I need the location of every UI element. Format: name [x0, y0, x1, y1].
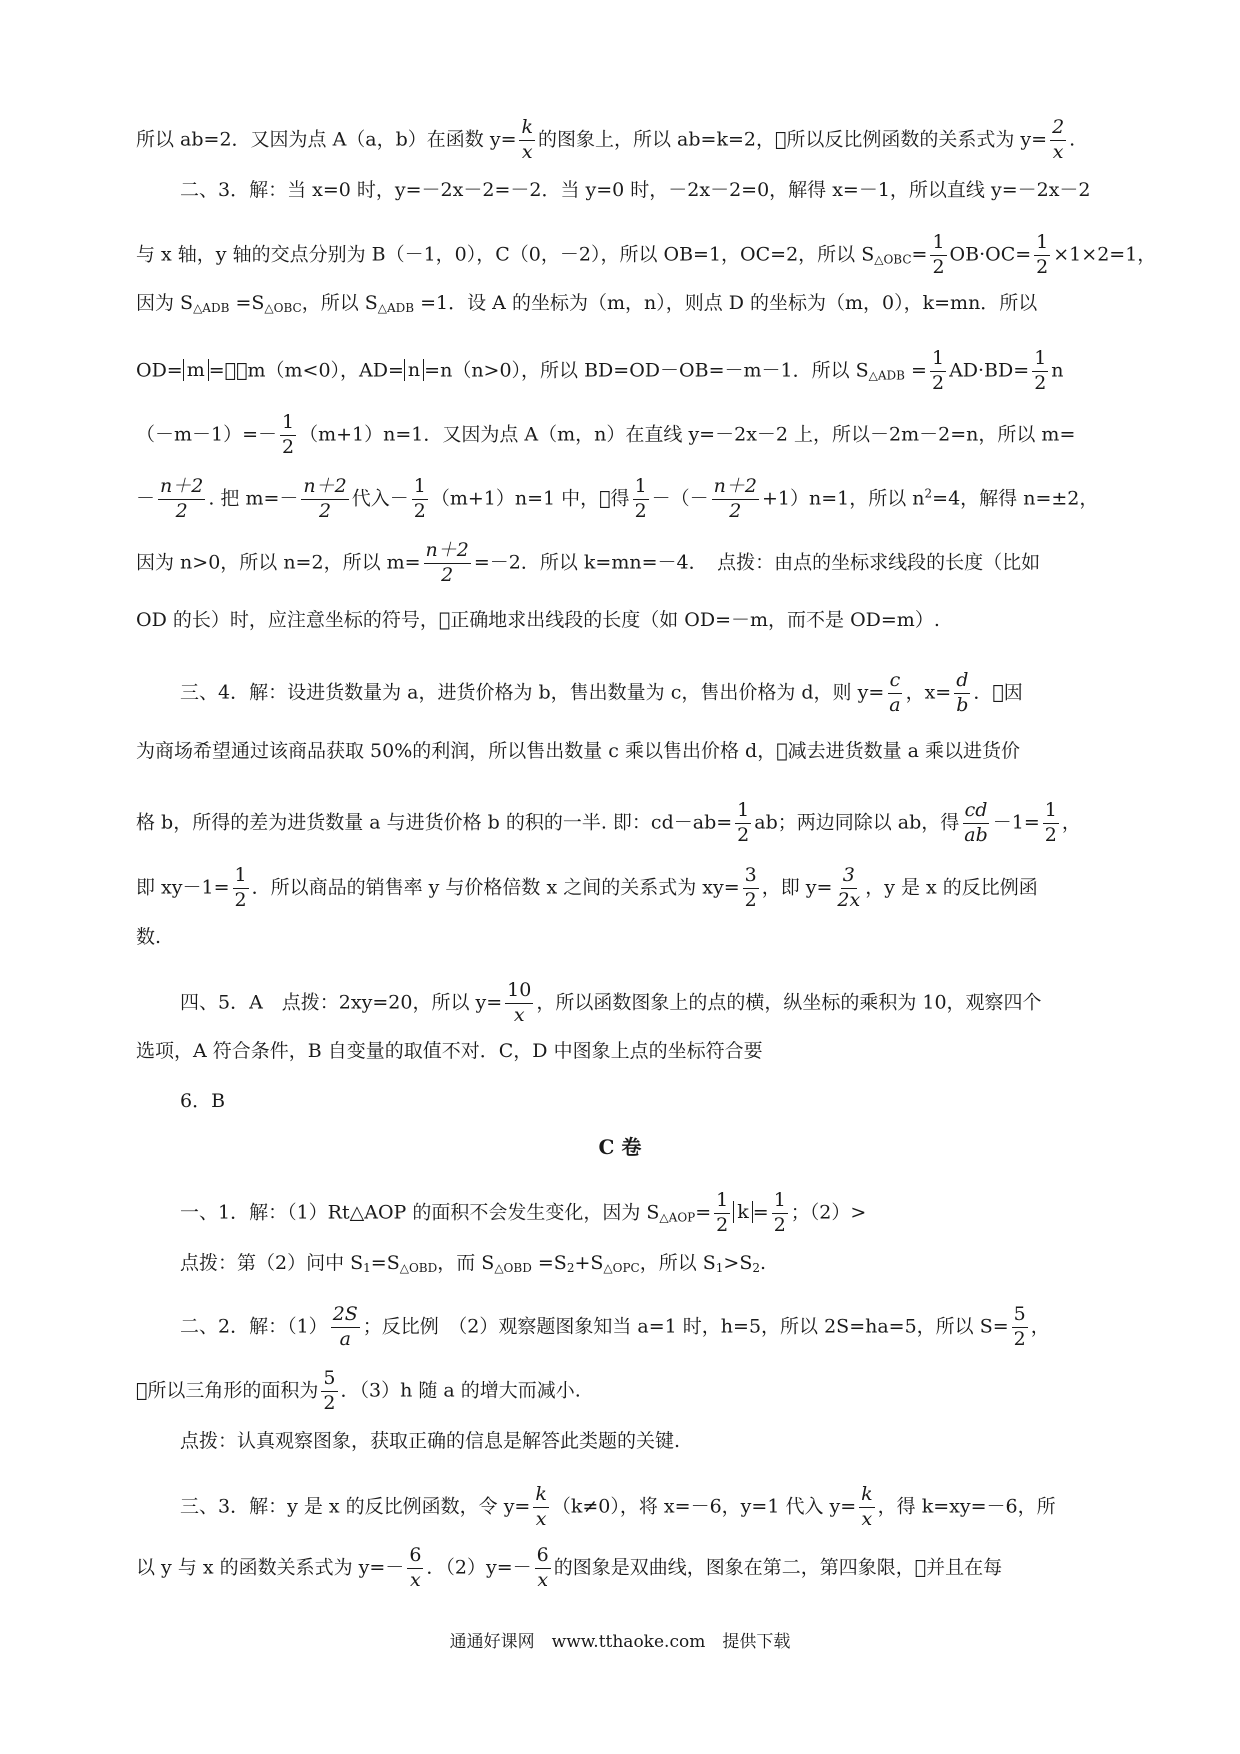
- denominator: x: [1052, 140, 1064, 163]
- text: =4，解得 n=±2，: [932, 487, 1099, 510]
- fraction: [412, 476, 428, 523]
- answer-line: [180, 670, 1023, 717]
- denominator: a: [339, 1327, 351, 1350]
- text: = －m（m<0），AD=: [208, 359, 404, 382]
- numerator: 1: [233, 865, 249, 889]
- denominator: 2: [413, 499, 426, 522]
- subscript: △OPC: [603, 1261, 640, 1275]
- numerator: 1: [1043, 800, 1059, 824]
- text: ，即 y=: [761, 876, 833, 899]
- text: +1）n=1，所以 n: [762, 487, 925, 510]
- subscript: 1: [715, 1261, 724, 1275]
- text: AD·BD=: [949, 359, 1030, 382]
- text: =: [911, 243, 928, 266]
- text: =: [752, 1201, 769, 1224]
- fraction: [407, 1545, 423, 1592]
- denominator: x: [537, 1568, 549, 1591]
- numerator: 1: [714, 1190, 730, 1214]
- denominator: a: [889, 693, 901, 716]
- text: （m+1）n=1 中， 得: [430, 487, 630, 510]
- text: （k≠0），将 x=－6，y=1 代入 y=: [551, 1495, 857, 1518]
- text: OD=: [136, 359, 183, 382]
- answer-line: [180, 1248, 766, 1283]
- text: ，: [1061, 811, 1081, 834]
- denominator: 2: [773, 1213, 786, 1236]
- answer-line: [136, 476, 1098, 523]
- text: =: [905, 359, 927, 382]
- subscript: △OBD: [399, 1261, 438, 1275]
- text: =S: [531, 1252, 567, 1274]
- answer-line: [180, 980, 1042, 1027]
- answer-line: [180, 1304, 1050, 1351]
- text: >S: [723, 1252, 753, 1274]
- numerator: n＋2: [712, 476, 759, 500]
- text: =S: [229, 292, 265, 314]
- denominator: 2: [323, 1391, 336, 1414]
- fraction: [1043, 800, 1059, 847]
- answer-line: OD 的长）时，应注意坐标的符号， 正确地求出线段的长度（如 OD=－m，而不是 OD=m）.: [136, 609, 940, 631]
- text: =: [695, 1201, 712, 1224]
- text: 三、3．解：y 是 x 的反比例函数，令 y=: [180, 1495, 531, 1518]
- fraction: [835, 865, 862, 912]
- fraction: [519, 117, 535, 164]
- subscript: 1: [363, 1261, 371, 1275]
- answer-line: 二、3．解：当 x=0 时，y=－2x－2=－2．当 y=0 时，－2x－2=0，解得 x=－1，所以直线 y=－2x－2: [180, 179, 1091, 201]
- fraction: [859, 1484, 875, 1531]
- numerator: 1: [1034, 232, 1050, 256]
- text: =－2．所以 k=mn=－4． 点拨：由点的坐标求线段的长度（比如: [473, 551, 1041, 574]
- text: ；反比例 （2）观察题图象知当 a=1 时，h=5，所以 2S=ha=5，所以 S=: [362, 1315, 1009, 1338]
- fraction: [743, 865, 759, 912]
- denominator: 2: [931, 371, 945, 394]
- fraction: [233, 865, 249, 912]
- subscript: △ADB: [377, 301, 415, 315]
- denominator: 2: [175, 499, 188, 522]
- text: 格 b，所得的差为进货数量 a 与进货价格 b 的积的一半. 即：cd－ab=: [136, 811, 733, 834]
- text: 一、1．解：（1）Rt△AOP 的面积不会发生变化，因为 S: [180, 1201, 660, 1224]
- page-footer: 通通好课网 www.tthaoke.com 提供下载: [449, 1632, 791, 1652]
- fraction: [772, 1190, 788, 1237]
- fraction: [1050, 117, 1066, 164]
- text: =1．设 A 的坐标为（m，n），则点 D 的坐标为（m，0），k=mn．所以: [414, 292, 1038, 314]
- denominator: 2: [1034, 371, 1047, 394]
- fraction: [158, 476, 205, 523]
- answer-line: 选项，A 符合条件，B 自变量的取值不对．C，D 中图象上点的坐标符合要: [136, 1040, 763, 1062]
- text: .: [1069, 128, 1076, 151]
- fraction: [887, 670, 902, 717]
- fraction: [712, 476, 759, 523]
- text: =S: [370, 1252, 400, 1274]
- numerator: 1: [633, 476, 649, 500]
- fraction: [1012, 1304, 1028, 1351]
- denominator: ab: [964, 823, 988, 846]
- text: ，x=: [905, 681, 952, 704]
- text: 因为 S: [136, 292, 194, 314]
- text: ．所以商品的销售率 y 与价格倍数 x 之间的关系式为 xy=: [251, 876, 740, 899]
- subscript: △ADB: [868, 368, 905, 383]
- answer-line: [136, 288, 1037, 323]
- text: －: [136, 487, 156, 510]
- fraction: [962, 800, 990, 847]
- numerator: cd: [963, 800, 990, 824]
- absolute-value: n: [404, 359, 424, 381]
- numerator: n＋2: [158, 476, 205, 500]
- answer-line: [136, 540, 1040, 587]
- denominator: 2: [932, 255, 945, 278]
- answer-line: [180, 1484, 1056, 1531]
- fraction: [930, 348, 946, 395]
- numerator: k: [859, 1484, 875, 1508]
- answer-line: [136, 865, 1038, 912]
- numerator: 1: [412, 476, 428, 500]
- answer-line: [136, 800, 1081, 847]
- text: ，所以 S: [639, 1252, 716, 1274]
- answer-line: 6．B: [180, 1090, 226, 1112]
- denominator: 2: [634, 499, 647, 522]
- numerator: 6: [407, 1545, 423, 1569]
- numerator: 2: [1050, 117, 1066, 141]
- text: ×1×2=1，: [1053, 243, 1157, 266]
- numerator: 1: [735, 800, 751, 824]
- absolute-value: k: [733, 1201, 753, 1223]
- subscript: △OBC: [874, 252, 912, 267]
- numerator: 1: [772, 1190, 788, 1214]
- numerator: 5: [321, 1368, 337, 1392]
- fraction: [1032, 348, 1048, 395]
- text:  所以三角形的面积为: [136, 1379, 319, 1402]
- numerator: 3: [841, 865, 857, 889]
- denominator: 2: [744, 888, 757, 911]
- denominator: 2: [729, 499, 742, 522]
- numerator: 6: [535, 1545, 551, 1569]
- text: n: [1051, 359, 1064, 382]
- answer-line: [136, 1368, 581, 1415]
- text: ． 因: [973, 681, 1023, 704]
- subscript: 2: [752, 1261, 760, 1275]
- text: ，所以函数图象上的点的横，纵坐标的乘积为 10，观察四个: [536, 991, 1042, 1014]
- denominator: 2: [1013, 1327, 1026, 1350]
- text: ，所以 S: [301, 292, 378, 314]
- denominator: 2: [319, 499, 332, 522]
- fraction: [321, 1368, 337, 1415]
- fraction: [535, 1545, 551, 1592]
- subscript: △OBC: [264, 301, 302, 315]
- text: 即 xy－1=: [136, 876, 230, 899]
- numerator: c: [888, 670, 903, 694]
- fraction: [280, 412, 296, 459]
- fraction: [533, 1484, 549, 1531]
- denominator: x: [513, 1003, 525, 1026]
- superscript: 2: [924, 486, 933, 501]
- numerator: k: [519, 117, 535, 141]
- denominator: 2: [1036, 255, 1049, 278]
- numerator: 1: [280, 412, 296, 436]
- text: 四、5．A 点拨：2xy=20，所以 y=: [180, 991, 503, 1014]
- denominator: x: [521, 140, 533, 163]
- text: ，: [1030, 1315, 1050, 1338]
- text: .: [760, 1252, 767, 1274]
- subscript: △ADB: [193, 301, 230, 315]
- text: 点拨：第（2）问中 S: [180, 1252, 364, 1274]
- text: 的图象是双曲线，图象在第二，第四象限， 并且在每: [553, 1556, 1003, 1579]
- fraction: [714, 1190, 730, 1237]
- text: （－m－1）=－: [136, 423, 278, 446]
- absolute-value: m: [183, 359, 209, 381]
- numerator: 1: [930, 348, 946, 372]
- answer-line: 数.: [136, 926, 162, 948]
- text: 因为 n>0，所以 n=2，所以 m=: [136, 551, 421, 574]
- text: 的图象上，所以 ab=k=2， 所以反比例函数的关系式为 y=: [538, 128, 1048, 151]
- text: ．（3）h 随 a 的增大而减小.: [340, 1379, 581, 1402]
- section-heading: C 卷: [598, 1135, 642, 1159]
- text: OB·OC=: [949, 243, 1032, 266]
- subscript: 2: [566, 1261, 575, 1275]
- denominator: 2: [441, 563, 454, 586]
- text: 所以 ab=2．又因为点 A（a，b）在函数 y=: [136, 128, 517, 151]
- numerator: 10: [505, 980, 533, 1004]
- fraction: [505, 980, 533, 1027]
- denominator: x: [861, 1507, 873, 1530]
- numerator: 3: [743, 865, 759, 889]
- denominator: x: [535, 1507, 547, 1530]
- fraction: [301, 476, 348, 523]
- answer-line: [136, 232, 1156, 279]
- denominator: b: [956, 693, 969, 716]
- text: －1=: [992, 811, 1040, 834]
- denominator: 2: [282, 435, 295, 458]
- numerator: 1: [1032, 348, 1048, 372]
- text: 与 x 轴，y 轴的交点分别为 B（－1，0），C（0，－2），所以 OB=1，OC=2，所以 S: [136, 243, 875, 266]
- answer-line: 为商场希望通过该商品获取 50%的利润，所以售出数量 c 乘以售出价格 d， 减去进货数量 a 乘以进货价: [136, 740, 1021, 762]
- fraction: [424, 540, 471, 587]
- text: =n（n>0），所以 BD=OD－OB=－m－1．所以 S: [424, 359, 869, 382]
- numerator: n＋2: [301, 476, 348, 500]
- fraction: [331, 1304, 360, 1351]
- text: ．（2）y=－: [426, 1556, 532, 1579]
- denominator: 2: [737, 823, 750, 846]
- denominator: 2x: [837, 888, 861, 911]
- fraction: [1034, 232, 1050, 279]
- text: 二、2．解：（1）: [180, 1315, 328, 1338]
- denominator: 2: [1044, 823, 1057, 846]
- numerator: 5: [1012, 1304, 1028, 1328]
- text: 代入－: [351, 487, 409, 510]
- numerator: k: [533, 1484, 549, 1508]
- answer-line: 点拨：认真观察图象，获取正确的信息是解答此类题的关键.: [180, 1430, 681, 1452]
- text: ab；两边同除以 ab，得: [754, 811, 960, 834]
- subscript: △AOP: [659, 1210, 696, 1225]
- answer-line: [136, 117, 1075, 164]
- fraction: [633, 476, 649, 523]
- text: . 把 m=－: [208, 487, 299, 510]
- answer-line: [136, 412, 1075, 459]
- text: ，得 k=xy=－6，所: [877, 1495, 1056, 1518]
- text: +S: [574, 1252, 604, 1274]
- answer-line: [136, 348, 1064, 395]
- text: 三、4．解：设进货数量为 a，进货价格为 b，售出数量为 c，售出价格为 d，则 y=: [180, 681, 885, 704]
- numerator: n＋2: [424, 540, 471, 564]
- fraction: [735, 800, 751, 847]
- denominator: x: [410, 1568, 421, 1591]
- text: ，而 S: [437, 1252, 495, 1274]
- numerator: 2S: [331, 1304, 360, 1328]
- answer-line: [180, 1190, 866, 1237]
- text: －（－: [651, 487, 709, 510]
- fraction: [930, 232, 946, 279]
- numerator: d: [954, 670, 970, 694]
- denominator: 2: [716, 1213, 729, 1236]
- fraction: [954, 670, 970, 717]
- text: ；（2）>: [790, 1201, 867, 1224]
- text: 以 y 与 x 的函数关系式为 y=－: [136, 1556, 405, 1579]
- text: ，y 是 x 的反比例函: [865, 876, 1038, 899]
- denominator: 2: [234, 888, 247, 911]
- answer-line: [136, 1545, 1002, 1592]
- numerator: 1: [930, 232, 946, 256]
- text: （m+1）n=1．又因为点 A（m，n）在直线 y=－2x－2 上，所以－2m－2=n，所以 m=: [299, 423, 1076, 446]
- subscript: △OBD: [494, 1261, 532, 1275]
